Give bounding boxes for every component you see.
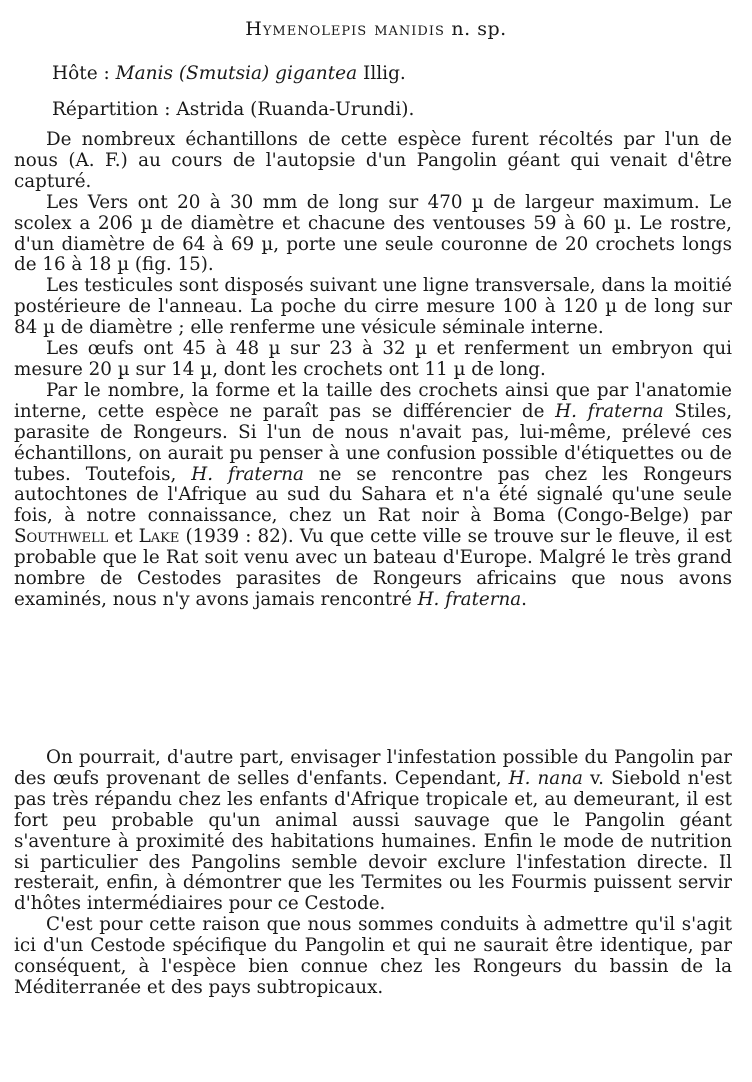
- paragraph-testicles: Les testicules sont disposés suivant une ligne transversale, dans la moitié postérieure de l'anneau. La poche du cirre mesure 100 à 120 µ de long sur 84 µ de diamètre ; elle renferme une vésicule séminale interne.: [14, 275, 732, 339]
- paragraph-eggs: Les œufs ont 45 à 48 µ sur 23 à 32 µ et renferment un embryon qui mesure 20 µ sur 14 µ, dont les crochets ont 11 µ de long.: [14, 338, 732, 380]
- distribution-line: [52, 98, 414, 122]
- host-line: [52, 62, 406, 86]
- species-name: Hymenolepis manidis: [245, 18, 445, 40]
- species-title: [0, 18, 752, 40]
- paragraph-conclusion: C'est pour cette raison que nous sommes conduits à admettre qu'il s'agit ici d'un Cestode spécifique du Pangolin et qui ne saurait être identique, par conséquent, à l'espèce bien connue chez les Rongeurs du bassin de la Méditerranée et des pays subtropicaux.: [14, 914, 732, 998]
- section-1: [14, 130, 732, 611]
- host-label: Hôte :: [52, 63, 116, 84]
- paragraph-collection: De nombreux échantillons de cette espèce furent récoltés par l'un de nous (A. F.) au cours de l'autopsie d'un Pangolin géant qui venait d'être capturé.: [14, 129, 732, 192]
- host-author: Illig.: [357, 63, 406, 84]
- distribution-value: Astrida (Ruanda-Urundi).: [176, 99, 415, 120]
- paragraph-comparison: Par le nombre, la forme et la taille des crochets ainsi que par l'anatomie interne, cette espèce ne paraît pas se différencier de H. fraterna Stiles, parasite de Rongeurs. Si l'un de nous n'avait pas, lui-même, prélevé ces échantillons, on aurait pu penser à une confusion possible d'étiquettes ou de tubes. Toutefois, H. fraterna ne se rencontre pas chez les Rongeurs autochtones de l'Afrique au sud du Sahara et n'a été signalé qu'une seule fois, à notre connaissance, chez un Rat noir à Boma (Congo-Belge) par Southwell et Lake (1939 : 82). Vu que cette ville se trouve sur le fleuve, il est probable que le Rat soit venu avec un bateau d'Europe. Malgré le très grand nombre de Cestodes parasites de Rongeurs africains que nous avons examinés, nous n'y avons jamais rencontré H. fraterna.: [14, 379, 733, 610]
- paragraph-measurements: Les Vers ont 20 à 30 mm de long sur 470 µ de largeur maximum. Le scolex a 206 µ de diamètre et chacune des ventouses 59 à 60 µ. Le rostre, d'un diamètre de 64 à 69 µ, porte une seule couronne de 20 crochets longs de 16 à 18 µ (fig. 15).: [14, 191, 732, 276]
- paragraph-infestation: On pourrait, d'autre part, envisager l'infestation possible du Pangolin par des œufs provenant de selles d'enfants. Cependant, H. nana v. Siebold n'est pas très répandu chez les enfants d'Afrique tropicale et, au demeurant, il est fort peu probable qu'un animal aussi sauvage que le Pangolin géant s'aventure à proximité des habitations humaines. Enfin le mode de nutrition si particulier des Pangolins semble devoir exclure l'infestation directe. Il resterait, enfin, à démontrer que les Termites ou les Fourmis puissent servir d'hôtes intermédiaires pour ce Cestode.: [14, 747, 732, 915]
- distribution-label: Répartition :: [52, 99, 177, 120]
- species-suffix: n. sp.: [444, 18, 507, 40]
- section-2: [14, 748, 732, 999]
- host-species: Manis (Smutsia) gigantea: [115, 63, 358, 84]
